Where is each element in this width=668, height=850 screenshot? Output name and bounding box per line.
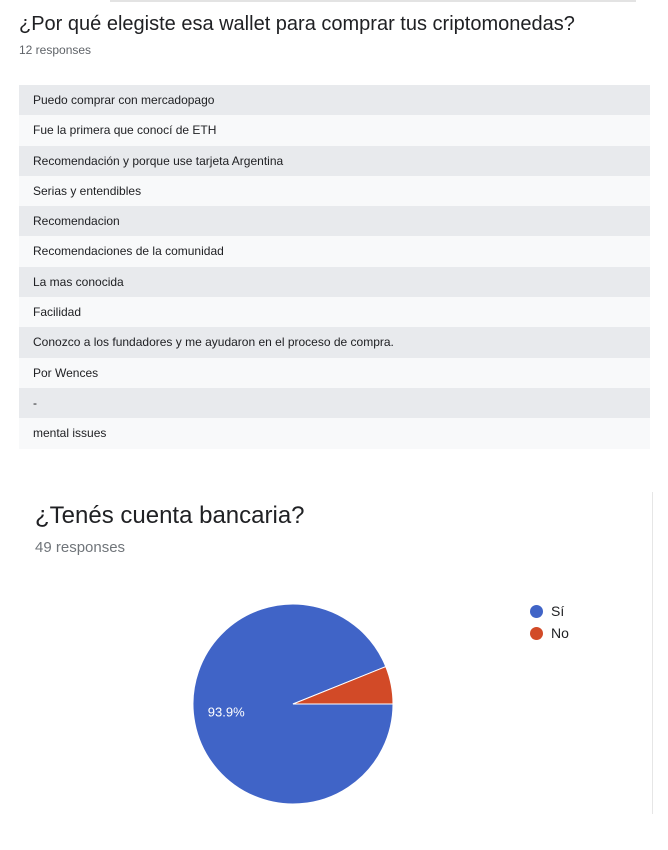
pie-chart	[183, 594, 403, 814]
answer-row: -	[19, 388, 650, 418]
answer-row: mental issues	[19, 418, 650, 448]
legend-label-si: Sí	[551, 603, 565, 619]
response-count: 12 responses	[19, 43, 92, 57]
answer-row: Recomendación y porque use tarjeta Argentina	[19, 146, 650, 176]
pie-chart-svg	[183, 594, 403, 814]
chart-legend	[530, 600, 569, 644]
pie-data-label-si: 93.9%	[207, 704, 245, 720]
question-title: ¿Tenés cuenta bancaria?	[35, 502, 305, 529]
legend-item-no[interactable]	[530, 622, 569, 644]
answer-row: Conozco a los fundadores y me ayudaron en el proceso de compra.	[19, 327, 650, 357]
answer-row: Recomendacion	[19, 206, 650, 236]
answer-row: Facilidad	[19, 297, 650, 327]
question-title: ¿Por qué elegiste esa wallet para comprar tus criptomonedas?	[19, 13, 575, 35]
card-top-divider	[110, 0, 636, 2]
answer-row: La mas conocida	[19, 267, 650, 297]
response-count: 49 responses	[35, 539, 126, 556]
answer-row: Fue la primera que conocí de ETH	[19, 115, 650, 145]
answer-row: Recomendaciones de la comunidad	[19, 236, 650, 266]
answer-row: Serias y entendibles	[19, 176, 650, 206]
legend-label-no: No	[551, 625, 569, 641]
answer-list	[19, 85, 650, 449]
legend-swatch-si	[530, 605, 543, 618]
card-edge-divider	[652, 492, 653, 814]
legend-item-si[interactable]	[530, 600, 569, 622]
answer-row: Por Wences	[19, 358, 650, 388]
answer-row: Puedo comprar con mercadopago	[19, 85, 650, 115]
legend-swatch-no	[530, 627, 543, 640]
